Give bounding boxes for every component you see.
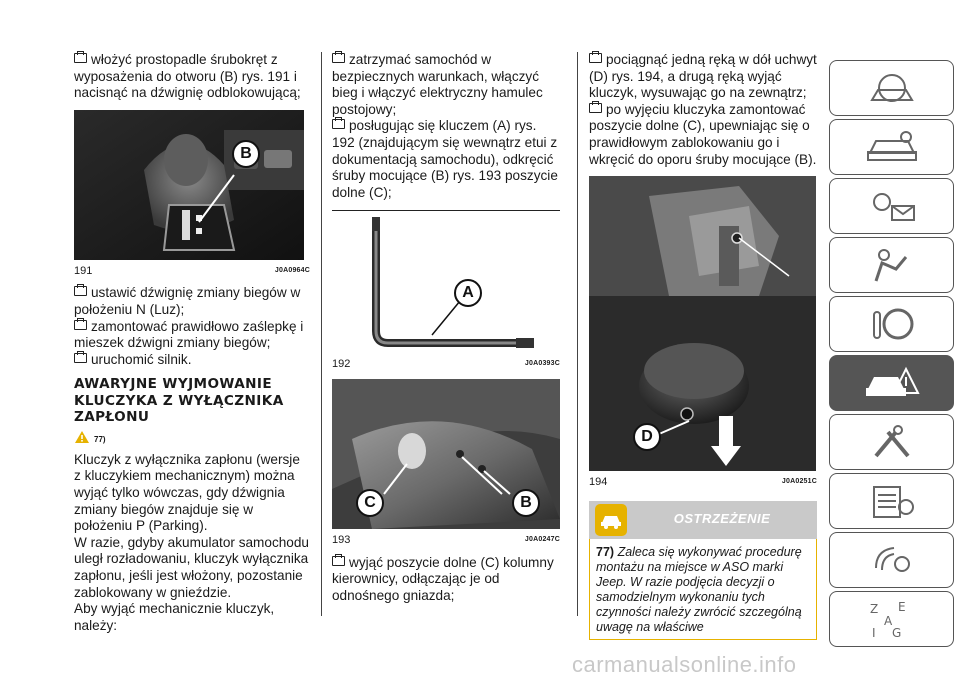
tab-dashboard[interactable] — [829, 60, 954, 116]
figure-code: J0A0251C — [781, 478, 817, 486]
tab-lights[interactable] — [829, 178, 954, 234]
warning-title: OSTRZEŻENIE — [673, 511, 771, 527]
car-icon — [862, 125, 922, 169]
section-heading: AWARYJNE WYJMOWANIE KLUCZYKA Z WYŁĄCZNIKA ZAPŁONU — [74, 376, 284, 426]
callout-a: A — [454, 279, 482, 307]
bullet-item: uruchomić silnik. — [74, 352, 310, 369]
svg-text:E: E — [897, 600, 906, 614]
callout-b: B — [232, 140, 260, 168]
index-letters-icon — [862, 597, 922, 641]
tab-car[interactable] — [829, 119, 954, 175]
figure-caption — [332, 356, 560, 373]
emergency-car-icon — [862, 361, 922, 405]
steering-wheel-icon — [862, 302, 922, 346]
bullet-item: posługując się kluczem (A) rys. 192 (znajdującym się wewnątrz etui z dokumentacją samochodu), odkręcić śruby mocujące (B) rys. 193 poszycie dolne (C); — [332, 118, 558, 200]
checkbox-bullet-icon — [332, 119, 345, 129]
checkbox-bullet-icon — [74, 320, 87, 330]
figure-number: 193 — [332, 533, 351, 546]
paragraph: W razie, gdyby akumulator samochodu uległ rozładowaniu, kluczyk wyłącznika zapłonu, jeśli jest włożony, pozostanie zablokowany w gnieździe. — [74, 534, 309, 600]
checkbox-bullet-icon — [589, 103, 602, 113]
svg-text:A: A — [883, 614, 892, 628]
figure-code: J0A0247C — [524, 535, 560, 543]
figure-code: J0A0393C — [524, 360, 560, 368]
checkbox-bullet-icon — [74, 53, 87, 63]
svg-text:G: G — [891, 626, 901, 640]
bullet-item: zatrzymać samochód w bezpiecznych warunkach, włączyć bieg i włączyć elektryczny hamulec postojowy; — [332, 52, 543, 117]
svg-text:Z: Z — [869, 602, 878, 616]
dashboard-car-icon — [862, 66, 922, 110]
callout-c: C — [356, 489, 384, 517]
warning-text: Zaleca się wykonywać procedurę montażu na miejsce w ASO marki Jeep. W razie podjęcia decyzji o samodzielnym wykonaniu tych czynności należy zwrócić szczególną uwagę na właściwe — [596, 544, 802, 634]
tab-index[interactable] — [829, 591, 954, 647]
figure-caption — [589, 474, 817, 491]
bullet-item: wyjąć poszycie dolne (C) kolumny kierownicy, odłączając je od odnośnego gniazda; — [332, 554, 554, 603]
tab-specifications[interactable] — [829, 473, 954, 529]
warning-ref-number: 77) — [94, 434, 106, 444]
paragraph: Kluczyk z wyłącznika zapłonu (wersje z kluczykiem mechanicznym) można wyjąć tylko wówczas, gdy dźwignia zmiany biegów znajduje się w położeniu P (Parking). — [74, 451, 300, 534]
checkbox-bullet-icon — [332, 53, 345, 63]
figure-194 — [589, 176, 816, 471]
gear-lever-photo — [74, 110, 304, 260]
column-divider — [321, 52, 322, 616]
checkbox-bullet-icon — [332, 556, 345, 566]
tab-emergency[interactable] — [829, 355, 954, 411]
figure-number: 191 — [74, 264, 93, 277]
warning-header — [589, 501, 817, 539]
light-envelope-icon — [862, 184, 922, 228]
checkbox-bullet-icon — [74, 353, 87, 363]
figure-number: 192 — [332, 358, 351, 371]
column-2 — [332, 52, 560, 604]
figure-caption — [74, 263, 310, 280]
warning-body — [589, 539, 817, 640]
figure-193 — [332, 379, 560, 529]
svg-text:I: I — [871, 626, 876, 640]
bullet-item: zamontować prawidłowo zaślepkę i mieszek dźwigni zmiany biegów; — [74, 318, 304, 351]
warning-number: 77) — [596, 544, 615, 559]
specifications-icon — [862, 479, 922, 523]
figure-192 — [332, 211, 560, 353]
column-3 — [589, 52, 817, 640]
figure-number: 194 — [589, 476, 608, 489]
warning-reference — [74, 430, 310, 448]
tab-driving[interactable] — [829, 296, 954, 352]
ignition-release-photo — [589, 176, 816, 471]
callout-b: B — [512, 489, 540, 517]
warning-triangle-icon — [74, 430, 90, 444]
checkbox-bullet-icon — [74, 286, 87, 296]
bullet-item: włożyć prostopadle śrubokręt z wyposażenia do otworu (B) rys. 191 i nacisnąć na dźwignię odblokowującą; — [74, 52, 301, 101]
tab-safety[interactable] — [829, 237, 954, 293]
column-1 — [74, 52, 310, 634]
chapter-tabs — [829, 60, 957, 650]
bullet-item: pociągnąć jedną ręką w dół uchwyt (D) rys. 194, a drugą ręką wyjąć kluczyk, wysuwając go na zewnątrz; — [589, 52, 817, 101]
callout-d: D — [633, 423, 661, 451]
multimedia-icon — [862, 538, 922, 582]
paragraph: Aby wyjąć mechanicznie kluczyk, należy: — [74, 601, 275, 633]
watermark: carmanualsonline.info — [572, 652, 797, 677]
figure-caption — [332, 532, 560, 549]
column-divider — [577, 52, 578, 616]
warning-car-icon — [595, 504, 627, 536]
airbag-person-icon — [862, 243, 922, 287]
checkbox-bullet-icon — [589, 53, 602, 63]
tools-icon — [862, 420, 922, 464]
bullet-item: po wyjęciu kluczyka zamontować poszycie dolne (C), upewniając się o prawidłowym zablokowaniu go i wkręcić do oporu śruby mocujące (B). — [589, 101, 817, 167]
tab-service[interactable] — [829, 414, 954, 470]
torx-key-drawing — [332, 211, 560, 353]
tab-multimedia[interactable] — [829, 532, 954, 588]
figure-191 — [74, 110, 304, 260]
bullet-item: ustawić dźwignię zmiany biegów w położeniu N (Luz); — [74, 285, 301, 317]
figure-code: J0A0964C — [274, 266, 310, 274]
warning-box — [589, 501, 817, 640]
